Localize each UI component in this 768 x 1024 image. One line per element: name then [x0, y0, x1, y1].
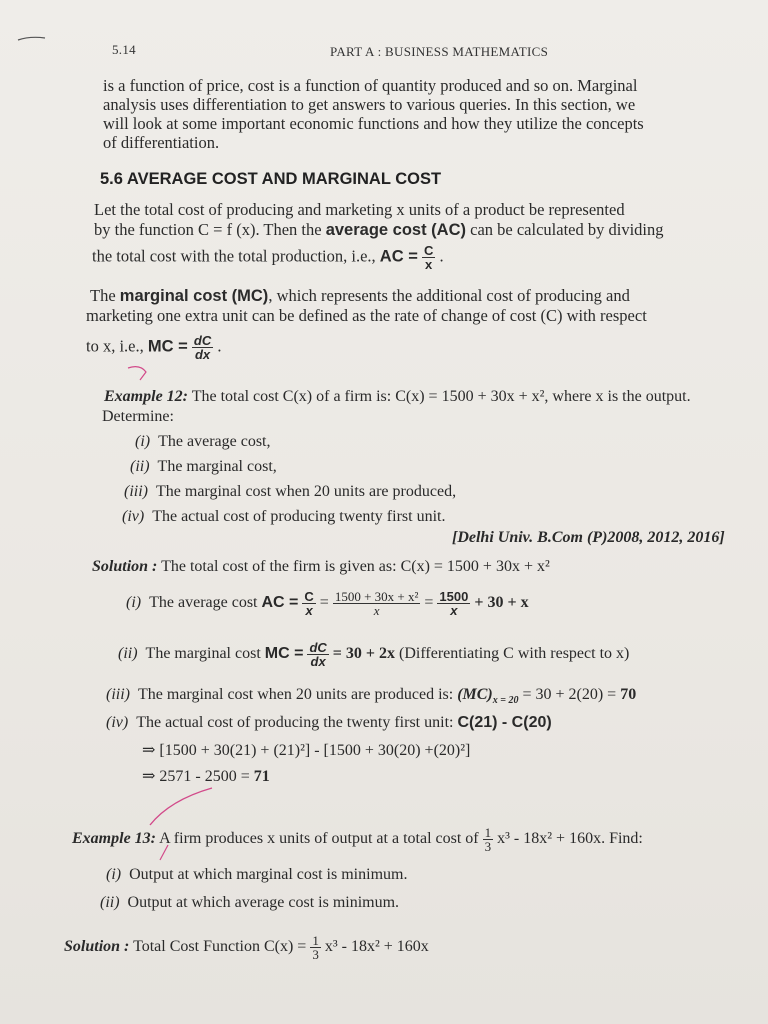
- fraction-dc-dx: [307, 641, 328, 668]
- item-number: (i): [106, 866, 122, 883]
- intro-line-3: will look at some important economic functions and how they utilize the concepts: [103, 114, 644, 133]
- section-p1-line-2: [94, 220, 663, 240]
- text-run: The average cost: [149, 594, 262, 612]
- fraction-numerator: dC: [309, 640, 327, 655]
- final-answer-value: 71: [253, 768, 270, 785]
- fraction-denominator: 3: [312, 947, 319, 962]
- text-run: The total cost C(x) of a firm is: C(x) = 1500 + 30x + x², where x is the output.: [188, 388, 691, 405]
- item-text: The marginal cost,: [157, 458, 277, 475]
- page-number: 5.14: [112, 42, 136, 57]
- item-text: The average cost,: [158, 433, 271, 450]
- ac-fraction: [422, 244, 435, 271]
- pen-mark-example13: [150, 788, 212, 825]
- solution-12-part-iii: [106, 686, 636, 706]
- text-run: x³ - 18x² + 160x: [320, 938, 429, 956]
- item-number: (i): [135, 433, 151, 450]
- mc-result: = 30 + 2x: [328, 645, 396, 663]
- fraction-denominator: x: [305, 603, 313, 618]
- text-run: The total cost of the firm is given as: C(x) = 1500 + 30x + x²: [157, 558, 550, 575]
- text-run: , which represents the additional cost of producing and: [268, 286, 630, 305]
- equals-sign: =: [319, 594, 329, 612]
- mc-subscript: x = 20: [492, 695, 519, 707]
- text-run: by the function C = f (x). Then the: [94, 220, 326, 239]
- section-p2-line-3: to x, i.e., MC = $\frac{dC}{dx}$ .: [86, 333, 222, 362]
- pen-mark-example12: [128, 367, 146, 380]
- text-run: x³ - 18x² + 160x. Find:: [493, 830, 643, 848]
- example-13-label: Example 13:: [72, 830, 156, 848]
- text-run: can be calculated by dividing: [466, 220, 664, 239]
- pen-mark-top-left: [18, 37, 45, 40]
- running-title: PART A : BUSINESS MATHEMATICS: [330, 44, 549, 59]
- solution-12-step-1: ⇒ [1500 + 30(21) + (21)²] - [1500 + 30(20) +(20)²]: [142, 742, 471, 759]
- item-number: (iv): [106, 714, 129, 731]
- mc-at-20-value: 70: [620, 686, 637, 703]
- item-text: Output at which average cost is minimum.: [127, 894, 400, 911]
- fraction-numerator: C: [423, 243, 434, 258]
- example-12-item-1: [135, 433, 271, 451]
- fraction-denominator: x: [425, 257, 433, 272]
- fraction-one-third: [310, 934, 321, 961]
- text-run: Total Cost Function C(x) =: [129, 938, 311, 956]
- ac-formula-lhs: AC =: [379, 247, 418, 266]
- mc-lhs: MC =: [264, 645, 304, 663]
- item-number: (ii): [100, 894, 120, 911]
- example-13-item-1: [106, 866, 407, 884]
- item-text: Output at which marginal cost is minimum.: [129, 866, 408, 883]
- solution-13-label: Solution :: [64, 938, 130, 956]
- fraction-c-over-x: [302, 590, 315, 617]
- equals-sign: =: [424, 594, 434, 612]
- text-run: = 30 + 2(20) =: [518, 686, 621, 703]
- item-number: (iv): [122, 508, 145, 525]
- solution-12-part-iv: [106, 714, 552, 732]
- text-run: the total cost with the total production, i.e.,: [92, 246, 380, 266]
- example-12-item-3: [124, 483, 456, 501]
- text-run: The marginal cost: [145, 645, 265, 663]
- section-p2-line-1: [90, 286, 630, 306]
- fraction-numerator: C: [304, 589, 314, 604]
- marginal-cost-term: marginal cost (MC): [119, 287, 269, 305]
- text-run: The marginal cost when 20 units are produced is:: [138, 686, 458, 703]
- text-run: The: [90, 286, 120, 305]
- item-text: The marginal cost when 20 units are produced,: [156, 483, 457, 500]
- text-run: to x, i.e.,: [86, 336, 148, 356]
- fraction-numerator: 1: [312, 933, 319, 948]
- section-p2-line-2: marketing one extra unit can be defined as the rate of change of cost (C) with respect: [86, 306, 647, 325]
- item-number: (i): [126, 594, 142, 612]
- intro-line-4: of differentiation.: [103, 133, 220, 152]
- solution-13-statement: [64, 934, 429, 961]
- fraction-numerator: 1500: [439, 589, 469, 604]
- fraction-numerator: dC: [193, 333, 212, 348]
- item-number: (iii): [106, 686, 130, 703]
- average-cost-term: average cost (AC): [325, 221, 467, 239]
- section-p1-line-3: the total cost with the total production, i.e., AC = $\frac{C}{x}$ .: [92, 243, 444, 272]
- item-text: The actual cost of producing twenty first unit.: [152, 508, 446, 525]
- item-number: (ii): [130, 458, 150, 475]
- fraction-denominator: x: [373, 603, 380, 618]
- section-title: 5.6 AVERAGE COST AND MARGINAL COST: [100, 170, 442, 188]
- example-12-label: Example 12:: [104, 388, 188, 405]
- intro-line-2: analysis uses differentiation to get answers to various queries. In this section, we: [103, 95, 636, 114]
- fraction-numerator: 1500 + 30x + x²: [334, 589, 419, 604]
- item-number: (ii): [118, 645, 138, 663]
- example-13-statement: [72, 826, 643, 853]
- fraction-denominator: dx: [194, 347, 211, 362]
- solution-12-intro: [92, 558, 550, 576]
- fraction-cost-over-x: [333, 590, 421, 617]
- item-number: (iii): [124, 483, 148, 500]
- solution-12-part-i: [126, 590, 529, 617]
- example-12-source: [Delhi Univ. B.Com (P)2008, 2012, 2016]: [452, 529, 725, 546]
- text-run: The actual cost of producing the twenty first unit:: [136, 714, 458, 731]
- solution-12-step-2: [142, 766, 270, 786]
- section-p1-line-1: Let the total cost of producing and marketing x units of a product be represented: [94, 200, 625, 219]
- solution-12-part-ii: [118, 641, 629, 668]
- text-run: A firm produces x units of output at a total cost of: [156, 830, 483, 848]
- fraction-one-third: [483, 826, 494, 853]
- ac-lhs: AC =: [261, 594, 299, 612]
- fraction-numerator: 1: [484, 825, 492, 840]
- example-12-item-2: [130, 458, 277, 476]
- fraction-denominator: dx: [310, 654, 326, 669]
- fraction-1500-over-x: [437, 590, 470, 617]
- example-13-item-2: [100, 894, 399, 912]
- differentiation-note: (Differentiating C with respect to x): [395, 645, 630, 663]
- ac-result-tail: + 30 + x: [474, 594, 529, 612]
- fraction-denominator: x: [450, 603, 458, 618]
- intro-line-1: is a function of price, cost is a function of quantity produced and so on. Marginal: [103, 76, 638, 95]
- mc-formula-lhs: MC =: [147, 337, 188, 356]
- mc-fraction: [192, 334, 213, 361]
- text-run: ⇒ 2571 - 2500 =: [142, 768, 254, 785]
- example-12-determine: Determine:: [102, 408, 174, 425]
- fraction-denominator: 3: [484, 839, 492, 854]
- mc-symbol: (MC): [457, 686, 493, 703]
- example-12-item-4: [122, 508, 445, 526]
- solution-12-label: Solution :: [92, 558, 158, 575]
- cost-difference-expression: C(21) - C(20): [457, 714, 552, 731]
- example-12-statement: [104, 388, 691, 406]
